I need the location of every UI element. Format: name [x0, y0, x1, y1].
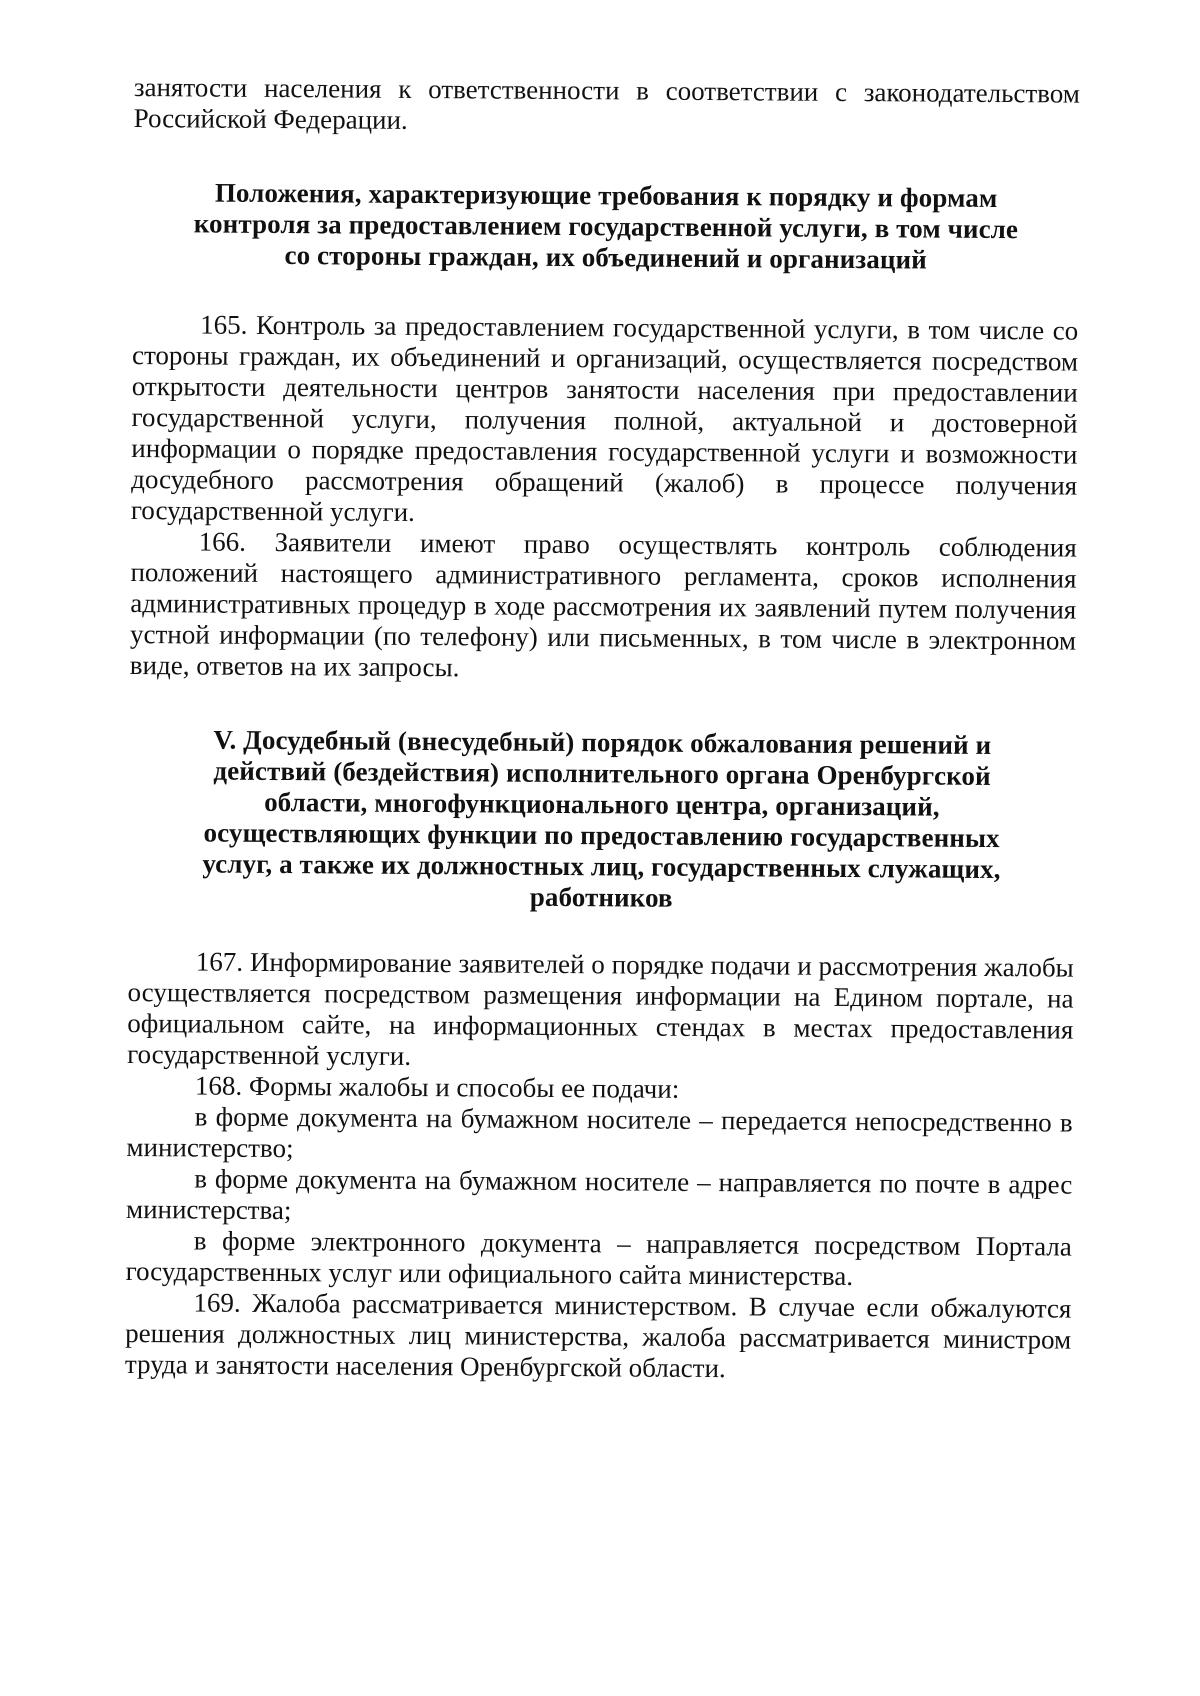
- paragraph-168-item-2: в форме документа на бумажном носителе – направляется по почте в адрес министерства;: [125, 1163, 1073, 1226]
- section-heading-control: Положения, характеризующие требования к порядку и формам контроля за предоставлением государственной услуги, в том числе со стороны граждан, их объединений и организаций: [193, 177, 1019, 275]
- document-body: [125, 72, 1080, 1387]
- paragraph-166: 166. Заявители имеют право осуществлять контроль соблюдения положений настоящего административного регламента, сроков исполнения административных процедур в ходе рассмотрения их заявлений путем получения устной информации (по телефону) или письменных, в том числе в электронном виде, ответов на их запросы.: [129, 526, 1077, 683]
- paragraph-168-item-3: в форме электронного документа – направляется посредством Портала государственных услуг или официального сайта министерства.: [125, 1225, 1072, 1292]
- paragraph-165: 165. Контроль за предоставлением государственной услуги, в том числе со стороны граждан, их объединений и организаций, осуществляется посредством открытости деятельности центров занятости населения при предоставлении государственной услуги, получения полной, актуальной и достоверной информации о порядке предоставления государственной услуги и возможности досудебного рассмотрения обращений (жалоб) в процессе получения государственной услуги.: [130, 309, 1079, 527]
- intro-continuation: занятости населения к ответственности в соответствии с законодательством Российской Федерации.: [133, 72, 1080, 135]
- paragraph-168-item-1: в форме документа на бумажном носителе – передается непосредственно в министерство;: [126, 1101, 1073, 1164]
- paragraph-169: 169. Жалоба рассматривается министерством. В случае если обжалуются решения должностных лиц министерства, жалоба рассматривается министром труда и занятости населения Оренбургской области.: [124, 1287, 1072, 1384]
- section-heading-appeal: V. Досудебный (внесудебный) порядок обжалования решений и действий (бездействия) исполнительного органа Оренбургской области, многофункционального центра, организаций, осуществляющих функции по предоставлению государственных услуг, а также их должностных лиц, государственных служащих, работников: [202, 724, 1001, 913]
- paragraph-167: 167. Информирование заявителей о порядке подачи и рассмотрения жалобы осуществляется посредством размещения информации на Едином портале, на официальном сайте, на информационных стендах в местах предоставления государственной услуги.: [127, 946, 1074, 1071]
- paragraph-168: 168. Формы жалобы и способы ее подачи:: [194, 1070, 680, 1104]
